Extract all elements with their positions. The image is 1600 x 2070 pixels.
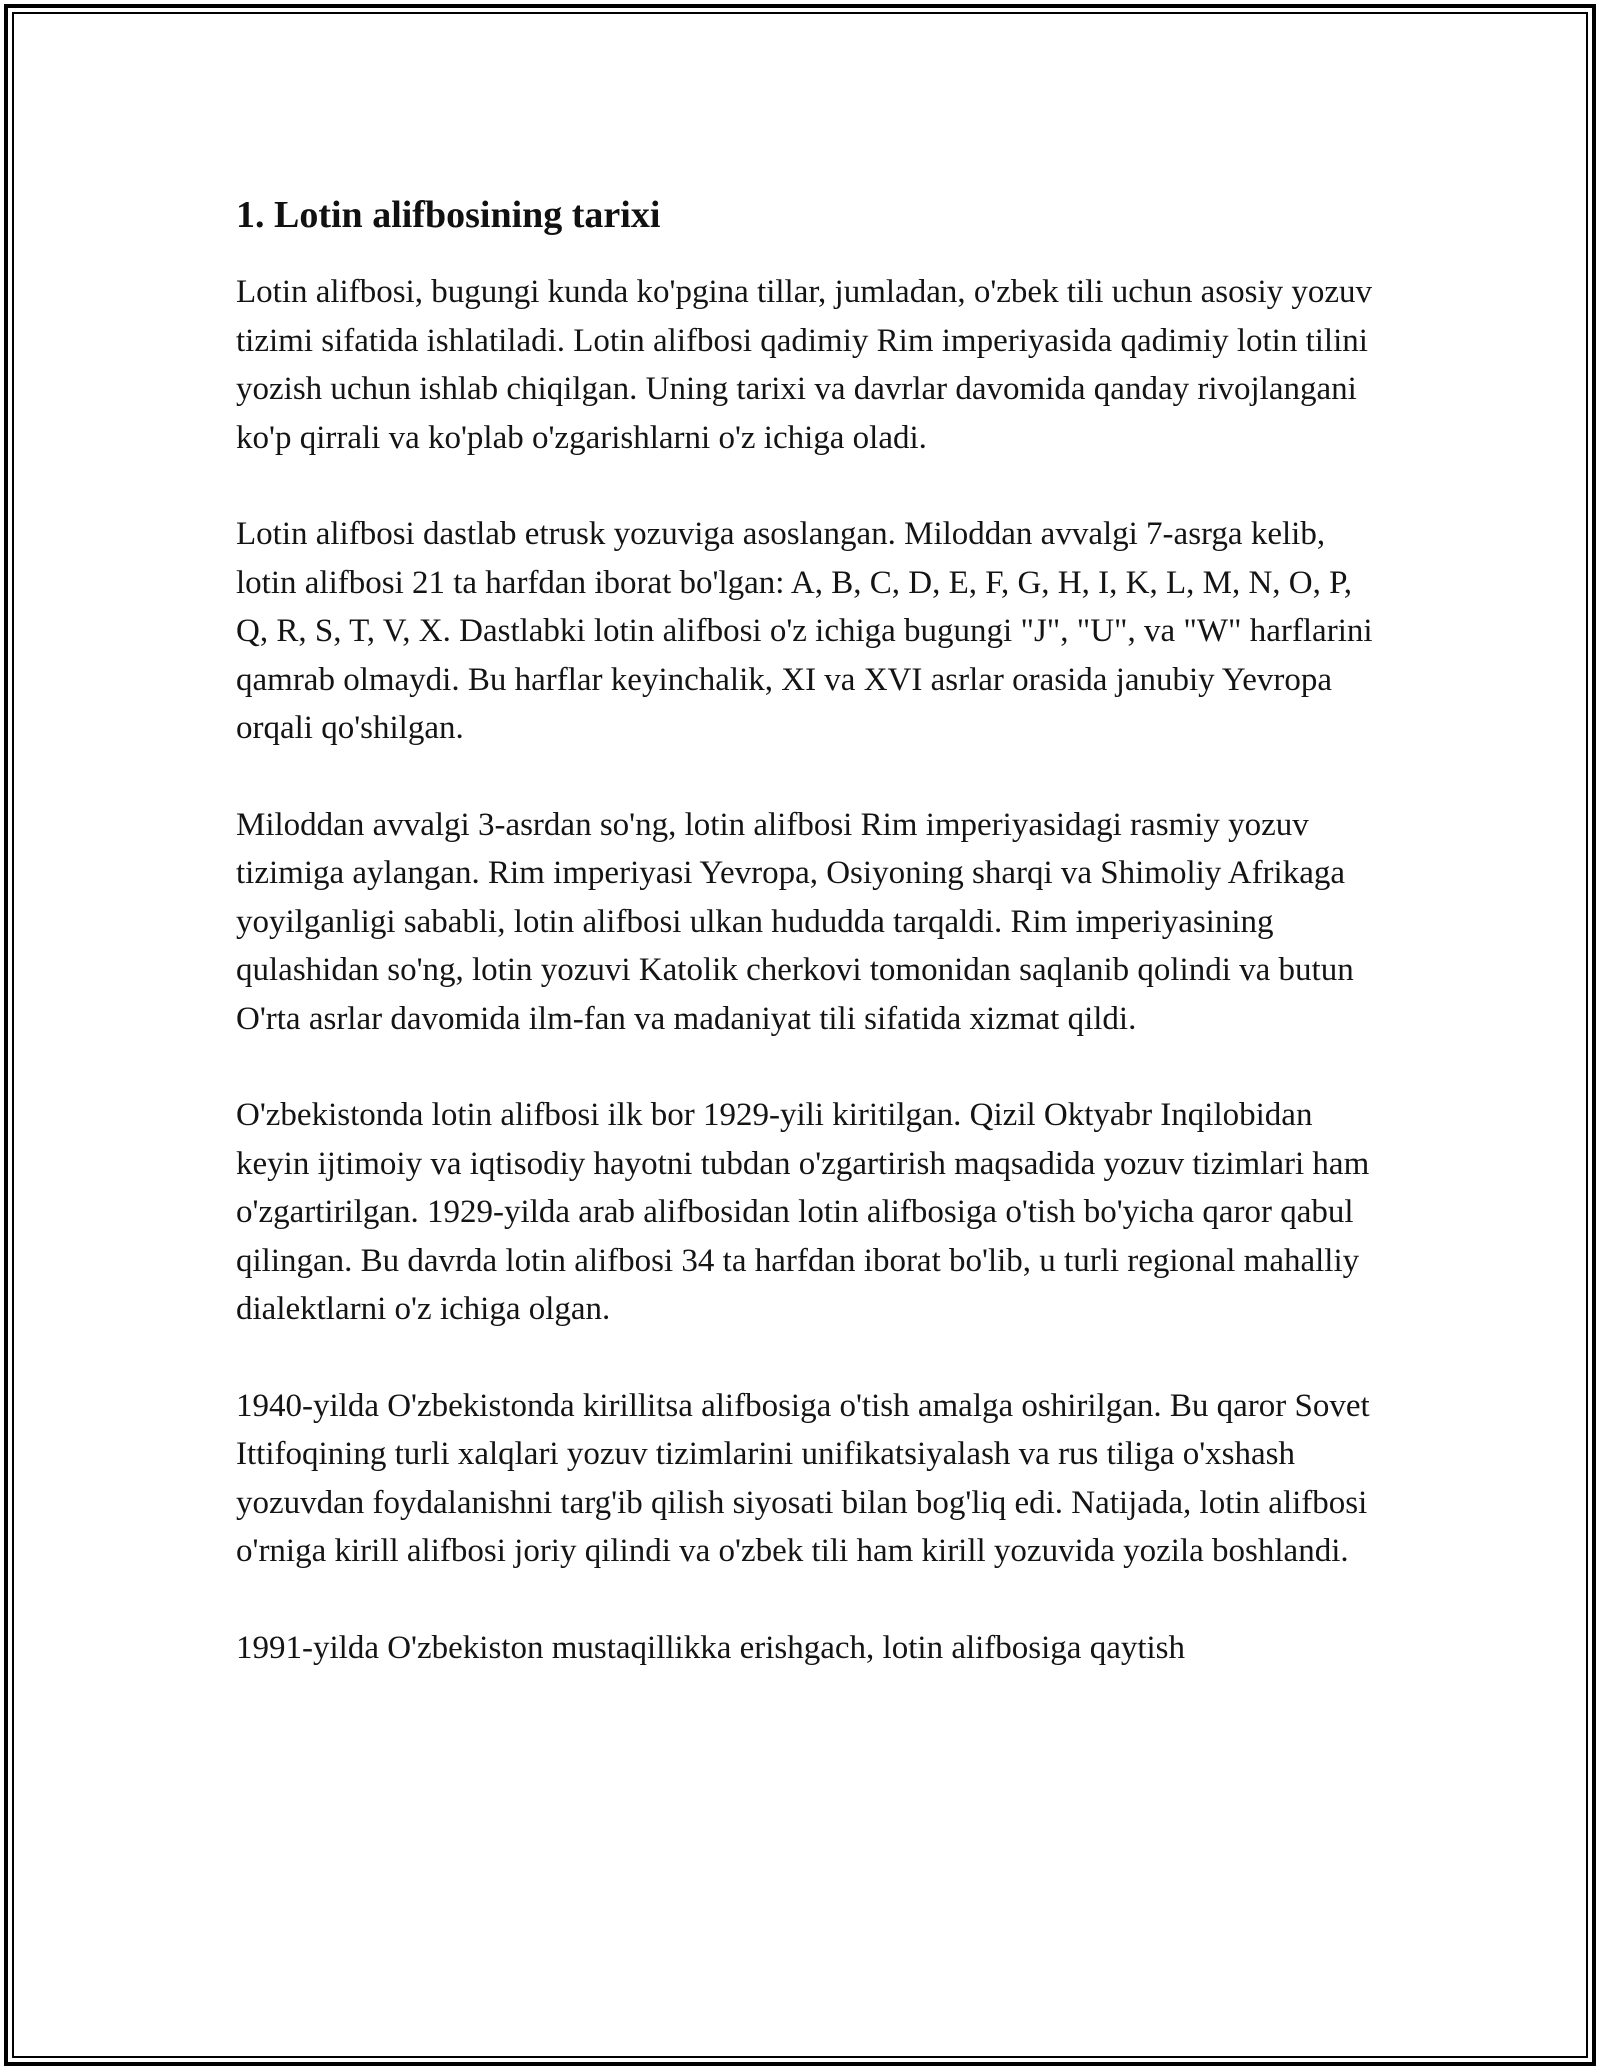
paragraph-5: 1940-yilda O'zbekistonda kirillitsa alifbosiga o'tish amalga oshirilgan. Bu qaror Sovet Ittifoqining turli xalqlari yozuv tizimlarini unifikatsiyalash va rus tiliga o'xshash yozuvdan foydalanishni targ'ib qilish siyosati bilan bog'liq edi. Natijada, lotin alifbosi o'rniga kirill alifbosi joriy qilindi va o'zbek tili ham kirill yozuvida yozila boshlandi. [236, 1387, 1370, 1569]
paragraph-3: Miloddan avvalgi 3-asrdan so'ng, lotin alifbosi Rim imperiyasidagi rasmiy yozuv tizimiga aylangan. Rim imperiyasi Yevropa, Osiyoning sharqi va Shimoliy Afrikaga yoyilganligi sababli, lotin alifbosi ulkan hududda tarqaldi. Rim imperiyasining qulashidan so'ng, lotin yozuvi Katolik cherkovi tomonidan saqlanib qolindi va butun O'rta asrlar davomida ilm-fan va madaniyat tili sifatida xizmat qildi. [236, 806, 1354, 1037]
paragraph-4: O'zbekistonda lotin alifbosi ilk bor 1929-yili kiritilgan. Qizil Oktyabr Inqilobidan keyin ijtimoiy va iqtisodiy hayotni tubdan o'zgartirish maqsadida yozuv tizimlari ham o'zgartirilgan. 1929-yilda arab alifbosidan lotin alifbosiga o'tish bo'yicha qaror qabul qilingan. Bu davrda lotin alifbosi 34 ta harfdan iborat bo'lib, u turli regional mahalliy dialektlarni o'z ichiga olgan. [236, 1097, 1370, 1327]
paragraph-1: Lotin alifbosi, bugungi kunda ko'pgina tillar, jumladan, o'zbek tili uchun asosiy yozuv tizimi sifatida ishlatiladi. Lotin alifbosi qadimiy Rim imperiyasida qadimiy lotin tilini yozish uchun ishlab chiqilgan. Uning tarixi va davrlar davomida qanday rivojlangani ko'p qirrali va ko'plab o'zgarishlarni o'z ichiga oladi. [236, 274, 1373, 456]
section-heading: 1. Lotin alifbosining tarixi [236, 194, 661, 236]
paragraph-6: 1991-yilda O'zbekiston mustaqillikka erishgach, lotin alifbosiga qaytish [236, 1629, 1186, 1666]
document-body [236, 190, 1376, 1720]
paragraph-2: Lotin alifbosi dastlab etrusk yozuviga asoslangan. Miloddan avvalgi 7-asrga kelib, lotin alifbosi 21 ta harfdan iborat bo'lgan: A, B, C, D, E, F, G, H, I, K, L, M, N, O, P, Q, R, S, T, V, X. Dastlabki lotin alifbosi o'z ichiga bugungi "J", "U", va "W" harflarini qamrab olmaydi. Bu harflar keyinchalik, XI va XVI asrlar orasida janubiy Yevropa orqali qo'shilgan. [236, 516, 1373, 746]
